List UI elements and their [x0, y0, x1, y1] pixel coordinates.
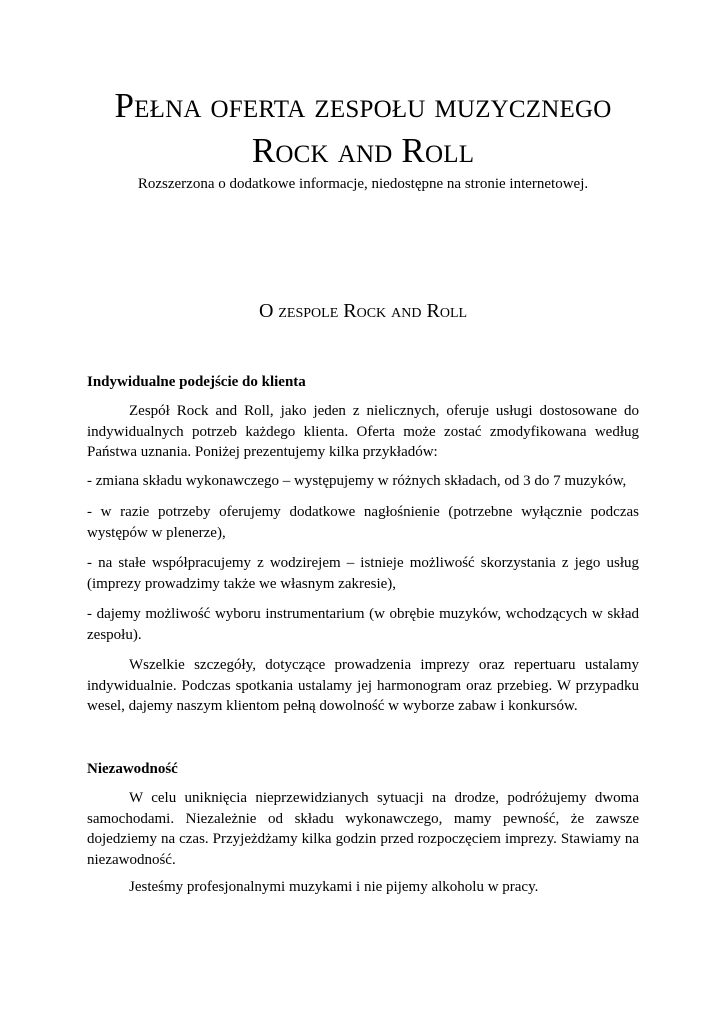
paragraph-reliability-2: Jesteśmy profesjonalnymi muzykami i nie pijemy alkoholu w pracy.	[129, 879, 539, 895]
list-item-2: - w razie potrzeby oferujemy dodatkowe nagłośnienie (potrzebne wyłącznie podczas występów w plenerze),	[87, 504, 639, 541]
paragraph-intro: Zespół Rock and Roll, jako jeden z nielicznych, oferuje usługi dostosowane do indywidualnych potrzeb każdego klienta. Oferta może zostać zmodyfikowana według Państwa uznania. Poniżej prezentujemy kilka przykładów:	[87, 403, 639, 460]
paragraph-closing: Wszelkie szczegóły, dotyczące prowadzenia imprezy oraz repertuaru ustalamy indywidualnie. Podczas spotkania ustalamy jej harmonogram oraz przebieg. W przypadku wesel, dajemy naszym klientom pełną dowolność w wyborze zabaw i konkursów.	[87, 657, 639, 714]
list-item-1: - zmiana składu wykonawczego – występujemy w różnych składach, od 3 do 7 muzyków,	[87, 473, 627, 489]
document-title-line2: Rock and Roll	[251, 131, 475, 170]
document-title-line1: Pełna oferta zespołu muzycznego	[114, 86, 612, 125]
heading-reliability: Niezawodność	[87, 761, 178, 777]
section-title: O zespole Rock and Roll	[258, 300, 468, 322]
document-subtitle: Rozszerzona o dodatkowe informacje, niedostępne na stronie internetowej.	[137, 176, 589, 192]
paragraph-reliability-1: W celu uniknięcia nieprzewidzianych sytuacji na drodze, podróżujemy dwoma samochodami. Niezależnie od składu wykonawczego, mamy pewność, że zawsze dojedziemy na czas. Przyjeżdżamy kilka godzin przed rozpoczęciem imprezy. Stawiamy na niezawodność.	[87, 790, 639, 868]
list-item-3: - na stałe współpracujemy z wodzirejem – istnieje możliwość skorzystania z jego usług (imprezy prowadzimy także we własnym zakresie),	[87, 555, 639, 592]
list-item-4: - dajemy możliwość wyboru instrumentarium (w obrębie muzyków, wchodzących w skład zespołu).	[87, 606, 639, 643]
heading-individual-approach: Indywidualne podejście do klienta	[87, 374, 306, 390]
